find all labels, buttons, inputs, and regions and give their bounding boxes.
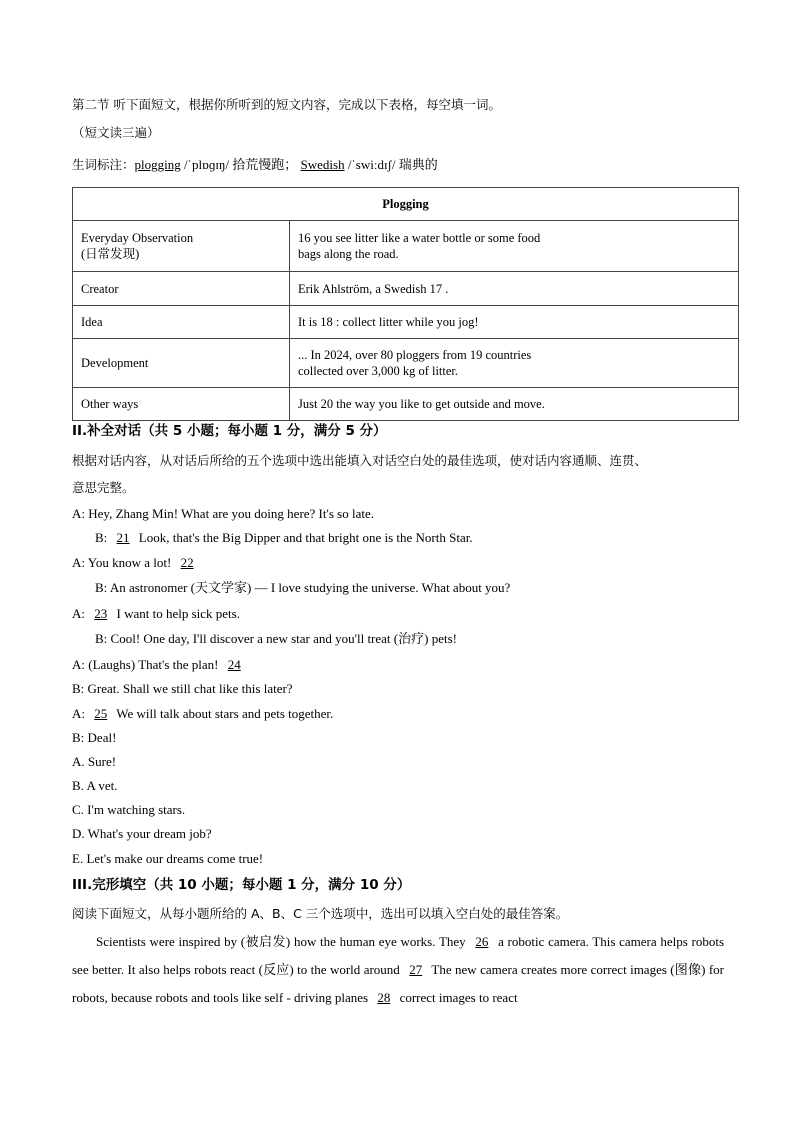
dialogue-text: Look, that's the Big Dipper and that bright one is the North Star. [135, 530, 473, 545]
dialogue-line [72, 505, 374, 523]
row-label: Creator [73, 272, 290, 306]
answer-blank-23: 23 [94, 606, 108, 621]
answer-blank-22: 22 [180, 555, 194, 570]
row-content: It is 18 : collect litter while you jog! [290, 306, 739, 339]
part3-instruction: 阅读下面短文，从每小题所给的 A、B、C 三个选项中，选出可以填入空白处的最佳答案。 [72, 906, 569, 921]
part2-heading: II.补全对话（共 5 小题；每小题 1 分，满分 5 分） [72, 423, 387, 439]
dialogue-line [72, 554, 200, 572]
dialogue-line [95, 529, 473, 547]
dialogue-line [95, 630, 457, 648]
option-item: B. A vet. [72, 778, 118, 793]
answer-blank-21: 21 [116, 530, 130, 545]
part2-instruction-line2: 意思完整。 [72, 480, 135, 495]
part2-instruction-line1: 根据对话内容，从对话后所给的五个选项中选出能填入对话空白处的最佳选项，使对话内容通顺、连贯、 [72, 453, 648, 468]
row-content-text2: collected over 3,000 kg of litter. [298, 364, 459, 378]
dialogue-line [72, 680, 293, 698]
passage-text: Scientists were inspired by (被启发) how the human eye works. They [96, 934, 470, 949]
dialogue-line [72, 605, 240, 623]
row-label [73, 221, 290, 272]
vocab-word-swedish: Swedish [300, 157, 345, 172]
answer-blank-28: 28 [377, 990, 391, 1005]
answer-blank-24: 24 [227, 657, 241, 672]
answer-blank-25: 25 [94, 706, 108, 721]
dialogue-text: B: [95, 530, 111, 545]
dialogue-text: We will talk about stars and pets together. [113, 706, 334, 721]
table-row [73, 339, 739, 388]
dialogue-text: A: (Laughs) That's the plan! [72, 657, 222, 672]
section-note: （短文读三遍） [72, 125, 160, 140]
answer-blank-27: 27 [409, 962, 423, 977]
vocab-phonetic-plogging: /ˈplɒɡɪŋ/ 拾荒慢跑； [180, 157, 298, 172]
row-content: Just 20 the way you like to get outside and move. [290, 388, 739, 421]
option-item: E. Let's make our dreams come true! [72, 851, 264, 866]
cloze-passage [72, 928, 724, 1012]
plogging-table [72, 187, 739, 421]
dialogue-text: B: Great. Shall we still chat like this later? [72, 681, 293, 696]
dialogue-text: A: Hey, Zhang Min! What are you doing here? It's so late. [72, 506, 374, 521]
vocab-phonetic-swedish: /ˈswiːdɪʃ/ 瑞典的 [344, 157, 438, 172]
passage-text: correct images to react [396, 990, 518, 1005]
passage-text: The new camera creates more correct images (图像) for robots, because robots and tools like self - driving planes [72, 962, 724, 1005]
dialogue-text: I want to help sick pets. [113, 606, 240, 621]
table-title: Plogging [73, 188, 739, 221]
table-row [73, 388, 739, 421]
row-content [290, 339, 739, 388]
dialogue-text: B: An astronomer (天文学家) — I love studying the universe. What about you? [95, 580, 511, 595]
dialogue-text: B: Cool! One day, I'll discover a new star and you'll treat (治疗) pets! [95, 631, 457, 646]
row-content-text: ... In 2024, over 80 ploggers from 19 countries [298, 348, 532, 362]
option-item: A. Sure! [72, 754, 117, 769]
dialogue-text: A: [72, 606, 89, 621]
dialogue-text: A: You know a lot! [72, 555, 175, 570]
dialogue-text: B: Deal! [72, 730, 117, 745]
dialogue-line [95, 579, 510, 597]
row-label-cn: (日常发现) [81, 247, 140, 261]
section-instruction: 第二节 听下面短文，根据你所听到的短文内容，完成以下表格，每空填一词。 [72, 97, 501, 112]
table-row [73, 306, 739, 339]
answer-blank-26: 26 [475, 934, 489, 949]
row-label: Idea [73, 306, 290, 339]
passage-text: a robotic camera. This camera helps robots see better. It also helps robots react (反应) to the world around [72, 934, 724, 977]
row-label: Other ways [73, 388, 290, 421]
row-label-text: Everyday Observation [81, 231, 194, 245]
dialogue-line [72, 729, 116, 747]
table-row [73, 272, 739, 306]
part3-heading: III.完形填空（共 10 小题；每小题 1 分，满分 10 分） [72, 877, 411, 893]
table-header-row [73, 188, 739, 221]
row-content-text2: bags along the road. [298, 247, 399, 261]
vocab-word-plogging: plogging [134, 157, 181, 172]
row-label: Development [73, 339, 290, 388]
row-content-text: 16 you see litter like a water bottle or some food [298, 231, 541, 245]
vocab-note [72, 156, 438, 174]
option-item: D. What's your dream job? [72, 826, 212, 841]
row-content: Erik Ahlström, a Swedish 17 . [290, 272, 739, 306]
table-row [73, 221, 739, 272]
row-content [290, 221, 739, 272]
option-item: C. I'm watching stars. [72, 802, 186, 817]
dialogue-text: A: [72, 706, 89, 721]
dialogue-line [72, 705, 333, 723]
dialogue-line [72, 656, 247, 674]
vocab-prefix: 生词标注： [72, 157, 135, 172]
